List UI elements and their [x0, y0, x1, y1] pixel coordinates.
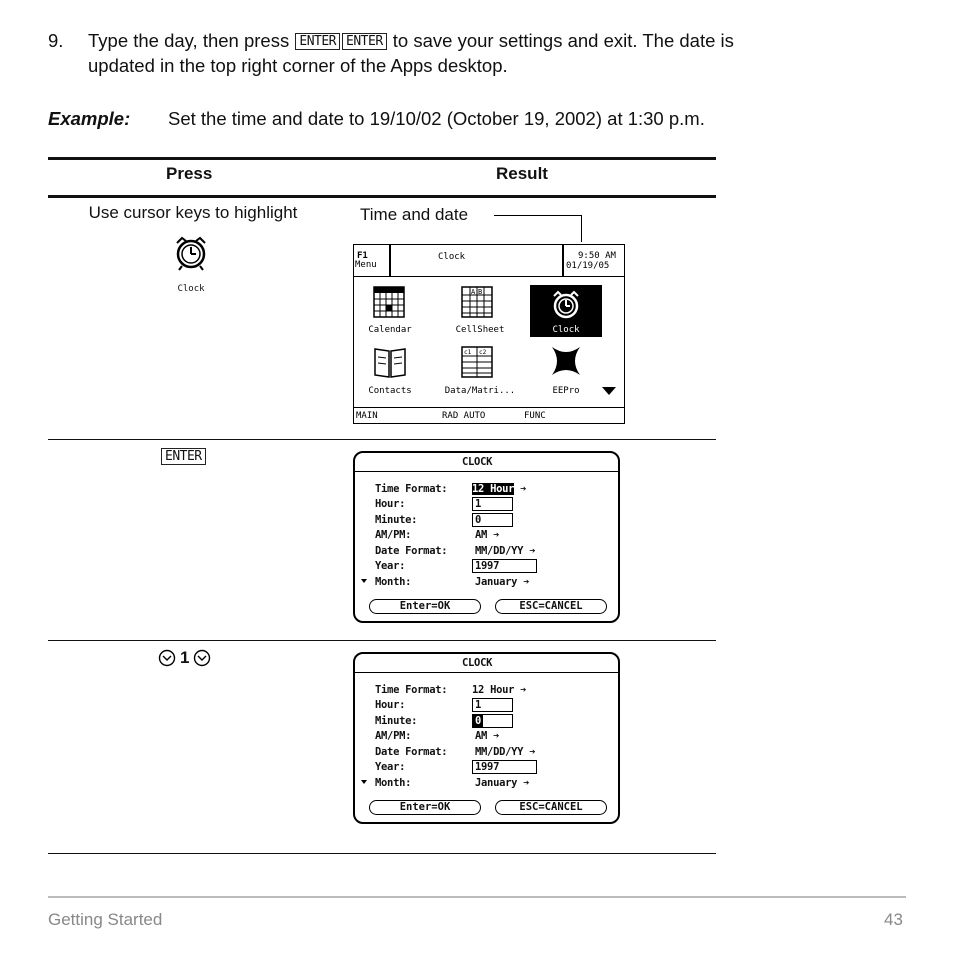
scroll-down-arrow-icon[interactable]: [602, 387, 616, 395]
desktop-toolbar: [354, 245, 624, 277]
more-down-icon: [361, 780, 367, 784]
status-mode: FUNC: [524, 411, 546, 421]
clock-icon-label: Clock: [177, 284, 205, 294]
press-instruction: Use cursor keys to highlight: [88, 203, 298, 222]
app-label-eepro: EEPro: [552, 386, 580, 396]
enter-key: ENTER: [295, 33, 340, 50]
hour-field[interactable]: [472, 698, 513, 712]
app-label-contacts: Contacts: [368, 386, 412, 396]
dialog-title: CLOCK: [462, 456, 493, 468]
date-format-select[interactable]: MM/DD/YY ➔: [475, 545, 536, 557]
time-format-value: 12 Hour: [472, 684, 515, 696]
month-select[interactable]: January ➔: [475, 777, 530, 789]
dialog-titlebar: [355, 654, 618, 673]
example: [48, 108, 705, 130]
label-month: Month:: [375, 576, 412, 588]
label-month: Month:: [375, 777, 412, 789]
table-top-rule: [48, 157, 716, 160]
data-matrix-icon[interactable]: [460, 345, 494, 379]
apps-desktop-screen: [353, 244, 625, 424]
row-divider: [48, 640, 716, 641]
clock-app-selected[interactable]: [530, 285, 602, 337]
app-label-calendar: Calendar: [368, 325, 412, 335]
status-bar: [354, 407, 624, 424]
desktop-time: 9:50 AM: [578, 251, 616, 261]
clock-dialog-1: [353, 451, 620, 623]
ampm-select[interactable]: AM ➔: [475, 529, 500, 541]
label-hour: Hour:: [375, 498, 406, 510]
app-label-cellsheet: CellSheet: [455, 325, 505, 335]
status-main: MAIN: [356, 411, 378, 421]
label-minute: Minute:: [375, 715, 418, 727]
dialog-titlebar: [355, 453, 618, 472]
month-value: January: [475, 576, 518, 588]
row-divider: [48, 439, 716, 440]
f1-label: F1: [357, 251, 368, 261]
clock-dialog-2: [353, 652, 620, 824]
menu-label: Menu: [355, 260, 377, 270]
label-hour: Hour:: [375, 699, 406, 711]
minute-field[interactable]: [472, 714, 513, 728]
cellsheet-icon[interactable]: [460, 285, 494, 319]
ampm-value: AM: [475, 529, 488, 541]
cancel-button[interactable]: ESC=CANCEL: [495, 800, 607, 815]
month-value: January: [475, 777, 518, 789]
page-number: 43: [884, 910, 903, 929]
ampm-select[interactable]: AM ➔: [475, 730, 500, 742]
clock-app-icon: [168, 231, 214, 271]
toolbar-divider: [562, 245, 564, 276]
status-angle: RAD AUTO: [442, 411, 486, 421]
minute-value: 0: [475, 514, 482, 526]
year-field[interactable]: [472, 760, 537, 774]
year-field[interactable]: [472, 559, 537, 573]
label-year: Year:: [375, 560, 406, 572]
contacts-icon[interactable]: [372, 345, 408, 379]
label-year: Year:: [375, 761, 406, 773]
time-format-select[interactable]: 12 Hour ➔: [472, 483, 527, 495]
eepro-icon[interactable]: [550, 345, 582, 377]
svg-text:c2: c2: [479, 349, 487, 356]
hour-value: 1: [475, 699, 482, 711]
label-ampm: AM/PM:: [375, 730, 412, 742]
time-format-value: 12 Hour: [472, 483, 515, 495]
more-down-icon: [361, 579, 367, 583]
enter-key: ENTER: [342, 33, 387, 50]
minute-value: 0: [475, 715, 482, 727]
step-text-line2: updated in the top right corner of the Apps desktop.: [88, 55, 508, 76]
date-format-value: MM/DD/YY: [475, 545, 524, 557]
toolbar-divider: [389, 245, 391, 276]
step-number: 9.: [48, 30, 64, 51]
label-minute: Minute:: [375, 514, 418, 526]
year-value: 1997: [475, 761, 500, 773]
svg-text:B: B: [478, 288, 483, 296]
cancel-button[interactable]: ESC=CANCEL: [495, 599, 607, 614]
year-value: 1997: [475, 560, 500, 572]
press-digit: 1: [180, 648, 190, 667]
callout-time-and-date: Time and date: [360, 205, 469, 224]
step-text: [88, 28, 888, 78]
desktop-date: 01/19/05: [566, 261, 610, 271]
hour-value: 1: [475, 498, 482, 510]
callout-line: [494, 215, 582, 216]
svg-text:c1: c1: [464, 349, 472, 356]
minute-field[interactable]: [472, 513, 513, 527]
col-header-result: Result: [496, 164, 548, 183]
date-format-select[interactable]: MM/DD/YY ➔: [475, 746, 536, 758]
month-select[interactable]: January ➔: [475, 576, 530, 588]
header-rule: [48, 195, 716, 198]
label-date-format: Date Format:: [375, 545, 448, 557]
example-text: Set the time and date to 19/10/02 (October 19, 2002) at 1:30 p.m.: [168, 108, 705, 129]
label-ampm: AM/PM:: [375, 529, 412, 541]
step-text-before: Type the day, then press: [88, 30, 290, 51]
dialog-title: CLOCK: [462, 657, 493, 669]
ok-button[interactable]: Enter=OK: [369, 800, 481, 815]
svg-text:A: A: [471, 288, 476, 296]
cursor-down-icon: [158, 649, 176, 667]
ok-button[interactable]: Enter=OK: [369, 599, 481, 614]
press-enter: [160, 449, 207, 467]
label-time-format: Time Format:: [375, 483, 448, 495]
app-label-clock: Clock: [552, 325, 580, 335]
table-bottom-rule: [48, 853, 716, 854]
enter-key: ENTER: [161, 448, 206, 465]
calendar-icon[interactable]: [372, 285, 406, 319]
footer-section: Getting Started: [48, 910, 163, 929]
callout-line-vertical: [581, 215, 582, 242]
ampm-value: AM: [475, 730, 488, 742]
time-format-select[interactable]: 12 Hour ➔: [472, 684, 527, 696]
example-label: Example:: [48, 108, 131, 129]
date-format-value: MM/DD/YY: [475, 746, 524, 758]
label-date-format: Date Format:: [375, 746, 448, 758]
label-time-format: Time Format:: [375, 684, 448, 696]
hour-field[interactable]: [472, 497, 513, 511]
step-text-after: to save your settings and exit. The date is: [392, 30, 734, 51]
col-header-press: Press: [166, 164, 213, 183]
cursor-down-icon: [193, 649, 211, 667]
footer-rule: [48, 896, 906, 898]
app-label-data-matrix: Data/Matri...: [444, 386, 516, 396]
desktop-title: Clock: [438, 252, 466, 262]
press-sequence: [158, 648, 211, 668]
